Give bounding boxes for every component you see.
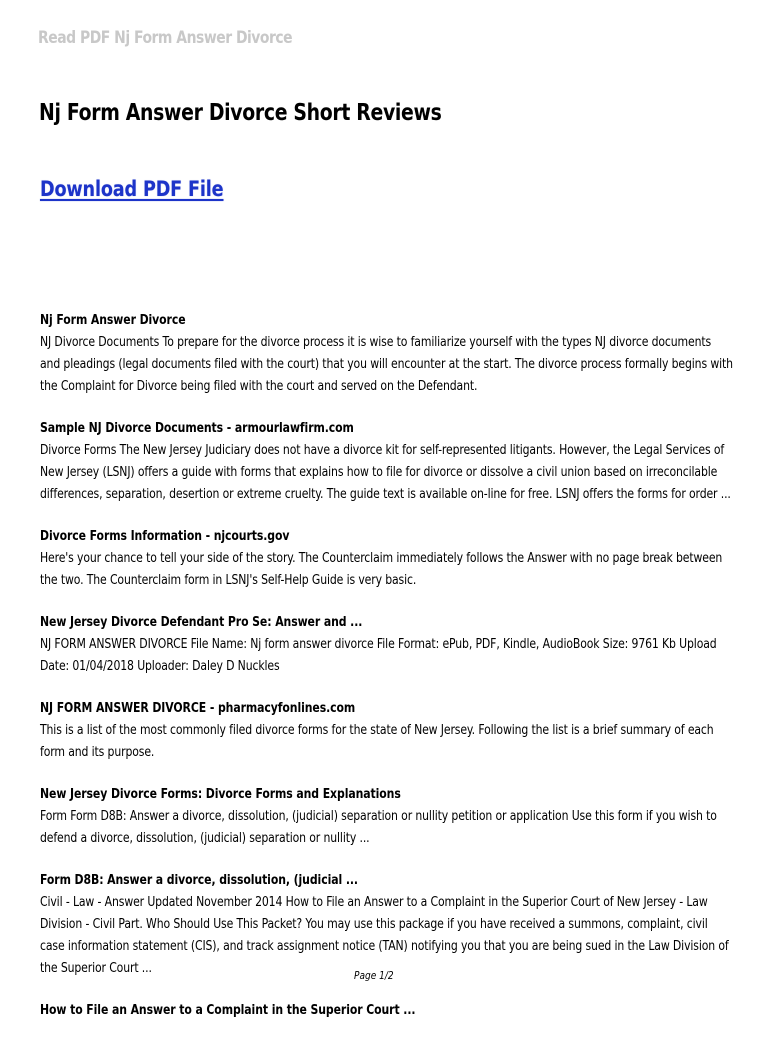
section-title: Nj Form Answer Divorce xyxy=(40,313,186,328)
section-title: Form D8B: Answer a divorce, dissolution, (judicial ... xyxy=(40,873,358,888)
section-body: Divorce Forms The New Jersey Judiciary does not have a divorce kit for self-represented litigants. However, the Legal Services of New Jersey (LSNJ) offers a guide with forms that explains how to file for divorce or dissolve a civil union based on irreconcilable differences, separation, desertion or extreme cruelty. The guide text is available on-line for free. LSNJ offers the forms for order ... xyxy=(40,443,731,502)
section-nj-form-answer-divorce xyxy=(40,310,733,398)
section-body: NJ Divorce Documents To prepare for the divorce process it is wise to familiarize yourself with the types NJ divorce documents and pleadings (legal documents filed with the court) that you will encounter at the start. The divorce process formally begins with the Complaint for Divorce being filed with the court and served on the Defendant. xyxy=(40,335,733,394)
section-title: Sample NJ Divorce Documents - armourlawfirm.com xyxy=(40,421,354,436)
section-sample-nj-divorce-documents xyxy=(40,418,733,506)
section-divorce-forms-information xyxy=(40,526,733,592)
section-title: How to File an Answer to a Complaint in the Superior Court ... xyxy=(40,1003,416,1018)
section-title: Divorce Forms Information - njcourts.gov xyxy=(40,529,290,544)
section-title: NJ FORM ANSWER DIVORCE - pharmacyfonlines.com xyxy=(40,701,356,716)
download-pdf-link[interactable]: Download PDF File xyxy=(40,177,224,201)
sections-container xyxy=(40,310,733,1042)
section-body: Form Form D8B: Answer a divorce, dissolution, (judicial) separation or nullity petition or application Use this form if you wish to defend a divorce, dissolution, (judicial) separation or nullity ... xyxy=(40,809,717,846)
section-title: New Jersey Divorce Forms: Divorce Forms and Explanations xyxy=(40,787,401,802)
running-header: Read PDF Nj Form Answer Divorce xyxy=(38,28,293,48)
section-body: NJ FORM ANSWER DIVORCE File Name: Nj form answer divorce File Format: ePub, PDF, Kindle, AudioBook Size: 9761 Kb Upload Date: 01/04/2018 Uploader: Daley D Nuckles xyxy=(40,637,717,674)
section-body: Here's your chance to tell your side of the story. The Counterclaim immediately follows the Answer with no page break between the two. The Counterclaim form in LSNJ's Self-Help Guide is very basic. xyxy=(40,551,723,588)
page-number: Page 1/2 xyxy=(354,969,394,982)
page-title: Nj Form Answer Divorce Short Reviews xyxy=(39,100,442,126)
section-defendant-pro-se xyxy=(40,612,733,678)
section-body: Civil - Law - Answer Updated November 2014 How to File an Answer to a Complaint in the Superior Court of New Jersey - Law Division - Civil Part. Who Should Use This Packet? You may use this package if you have received a summons, complaint, civil case information statement (CIS), and track assignment notice (TAN) notifying you that you are being sued in the Law Division of the Superior Court ... xyxy=(40,895,729,976)
section-form-d8b xyxy=(40,870,733,980)
section-how-to-file-answer xyxy=(40,1000,733,1022)
section-title: New Jersey Divorce Defendant Pro Se: Answer and ... xyxy=(40,615,363,630)
section-pharmacyfonlines xyxy=(40,698,733,764)
section-body: This is a list of the most commonly filed divorce forms for the state of New Jersey. Following the list is a brief summary of each form and its purpose. xyxy=(40,723,714,760)
section-divorce-forms-explanations xyxy=(40,784,733,850)
